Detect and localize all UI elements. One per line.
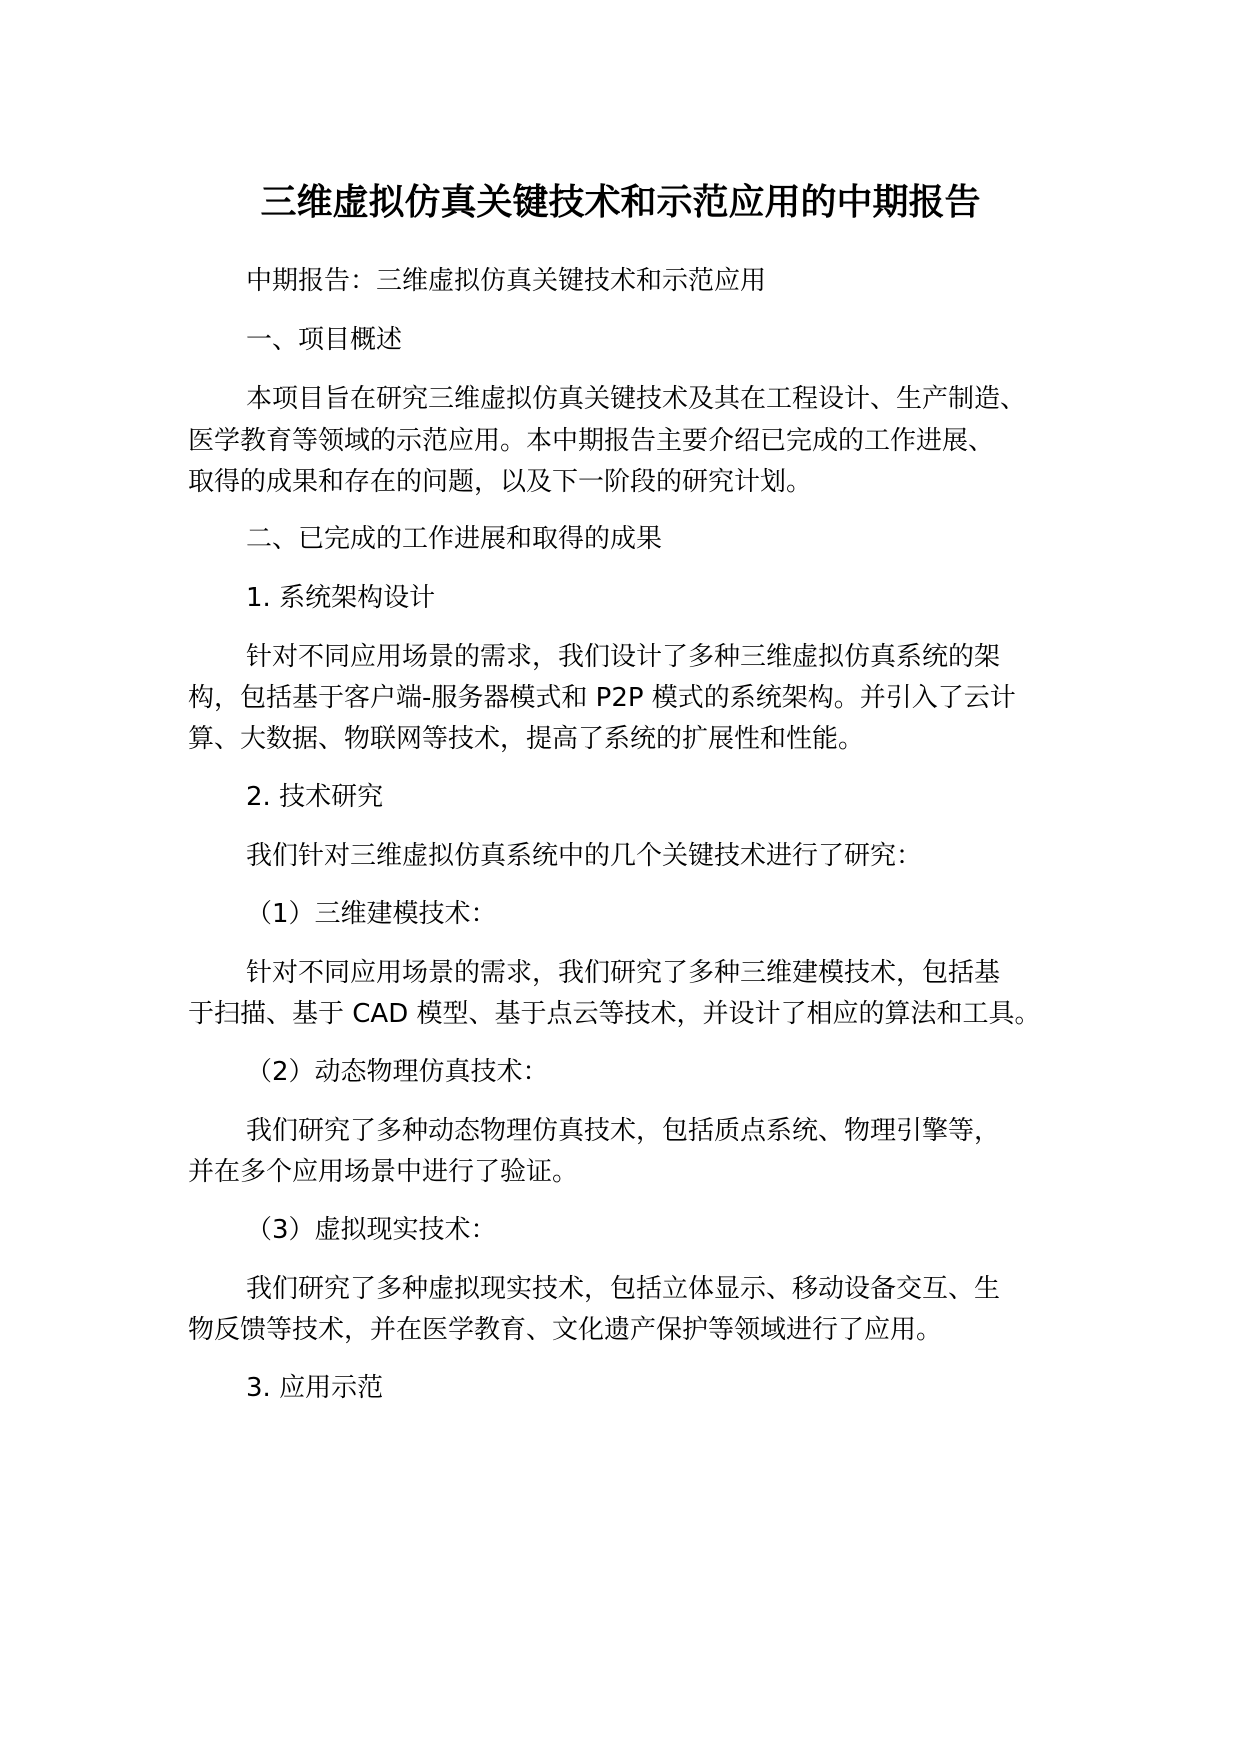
item-heading: （1）三维建模技术： <box>246 899 497 929</box>
paragraph-line: 针对不同应用场景的需求，我们设计了多种三维虚拟仿真系统的架 <box>246 642 1001 672</box>
paragraph-line: 本项目旨在研究三维虚拟仿真关键技术及其在工程设计、生产制造、 <box>246 384 1027 414</box>
subsection-heading: 2. 技术研究 <box>246 782 384 812</box>
subsection-heading: 1. 系统架构设计 <box>246 583 436 613</box>
paragraph-line: 我们针对三维虚拟仿真系统中的几个关键技术进行了研究： <box>246 841 923 871</box>
document-title: 三维虚拟仿真关键技术和示范应用的中期报告 <box>260 182 981 223</box>
paragraph-line: 医学教育等领域的示范应用。本中期报告主要介绍已完成的工作进展、 <box>188 426 995 456</box>
section-heading-progress: 二、已完成的工作进展和取得的成果 <box>246 524 663 554</box>
paragraph-line: 针对不同应用场景的需求，我们研究了多种三维建模技术，包括基 <box>246 958 1001 988</box>
paragraph-line: 取得的成果和存在的问题，以及下一阶段的研究计划。 <box>188 467 813 497</box>
section-heading-overview: 一、项目概述 <box>246 325 403 355</box>
paragraph-line: 物反馈等技术，并在医学教育、文化遗产保护等领域进行了应用。 <box>188 1315 943 1345</box>
paragraph-line: 并在多个应用场景中进行了验证。 <box>188 1157 579 1187</box>
paragraph-line: 我们研究了多种虚拟现实技术，包括立体显示、移动设备交互、生 <box>246 1274 1001 1304</box>
report-subtitle: 中期报告：三维虚拟仿真关键技术和示范应用 <box>246 266 767 296</box>
item-heading: （3）虚拟现实技术： <box>246 1215 497 1245</box>
item-heading: （2）动态物理仿真技术： <box>246 1057 549 1087</box>
paragraph-line: 算、大数据、物联网等技术，提高了系统的扩展性和性能。 <box>188 724 865 754</box>
paragraph-line: 于扫描、基于 CAD 模型、基于点云等技术，并设计了相应的算法和工具。 <box>188 999 1041 1029</box>
paragraph-line: 我们研究了多种动态物理仿真技术，包括质点系统、物理引擎等， <box>246 1116 1001 1146</box>
subsection-heading: 3. 应用示范 <box>246 1373 384 1403</box>
paragraph-line: 构，包括基于客户端-服务器模式和 P2P 模式的系统架构。并引入了云计 <box>188 683 1016 713</box>
